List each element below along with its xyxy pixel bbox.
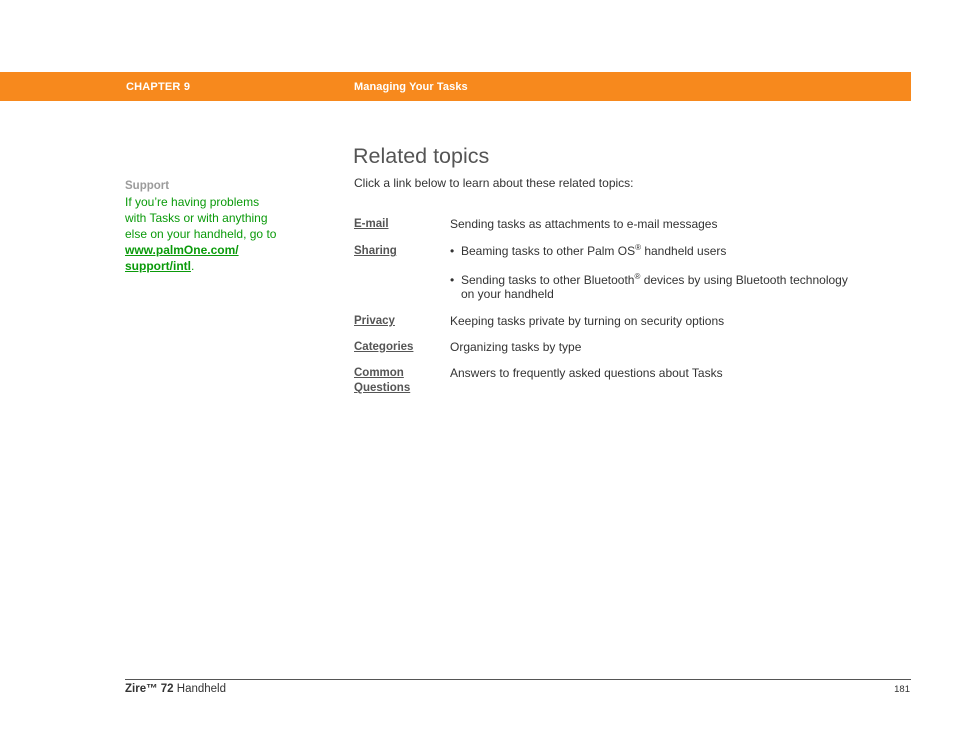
topic-bullet-item xyxy=(450,244,890,258)
support-text-line: else on your handheld, go to xyxy=(125,227,277,241)
topic-description-common-questions: Answers to frequently asked questions about Tasks xyxy=(450,366,723,380)
support-text-line: If you’re having problems xyxy=(125,195,260,209)
topic-link-email[interactable]: E-mail xyxy=(354,218,389,230)
support-sidebar xyxy=(125,178,305,274)
topic-link-line[interactable]: Common xyxy=(354,367,404,379)
footer-divider xyxy=(125,679,911,680)
footer-product-name xyxy=(125,683,226,695)
support-url-link-continued[interactable]: support/intl xyxy=(125,259,191,273)
page-title: Related topics xyxy=(353,144,490,168)
support-url-link[interactable]: www.palmOne.com/ xyxy=(125,243,239,257)
bullet-text-continued: on your handheld xyxy=(461,287,554,301)
product-model: Zire™ 72 xyxy=(125,683,174,695)
topic-link-privacy[interactable]: Privacy xyxy=(354,315,395,327)
support-link-container xyxy=(125,258,305,274)
topic-description-categories: Organizing tasks by type xyxy=(450,340,582,354)
bullet-marker: • xyxy=(450,244,455,258)
topic-bullet-item xyxy=(450,273,890,301)
intro-text: Click a link below to learn about these related topics: xyxy=(354,176,634,190)
registered-mark: ® xyxy=(635,243,641,252)
chapter-title: Managing Your Tasks xyxy=(354,81,468,93)
topic-link-line[interactable]: Questions xyxy=(354,382,411,394)
bullet-marker: • xyxy=(450,273,455,287)
topic-description-privacy: Keeping tasks private by turning on security options xyxy=(450,314,725,328)
chapter-label: CHAPTER 9 xyxy=(126,81,191,93)
topic-link-common-questions[interactable] xyxy=(354,366,434,396)
support-trailing-period: . xyxy=(191,259,195,273)
support-link-container xyxy=(125,242,305,258)
topic-description-email: Sending tasks as attachments to e-mail messages xyxy=(450,217,718,231)
page-number: 181 xyxy=(894,684,910,695)
support-heading: Support xyxy=(125,180,170,192)
registered-mark: ® xyxy=(634,272,641,281)
topic-link-categories[interactable]: Categories xyxy=(354,341,414,353)
bullet-text: Sending tasks to other Bluetooth® devices by using Bluetooth technology xyxy=(461,272,848,287)
support-text-line: with Tasks or with anything xyxy=(125,211,268,225)
product-suffix: Handheld xyxy=(173,683,227,695)
bullet-text: Beaming tasks to other Palm OS® handheld users xyxy=(461,243,727,258)
topic-link-sharing[interactable]: Sharing xyxy=(354,245,397,257)
